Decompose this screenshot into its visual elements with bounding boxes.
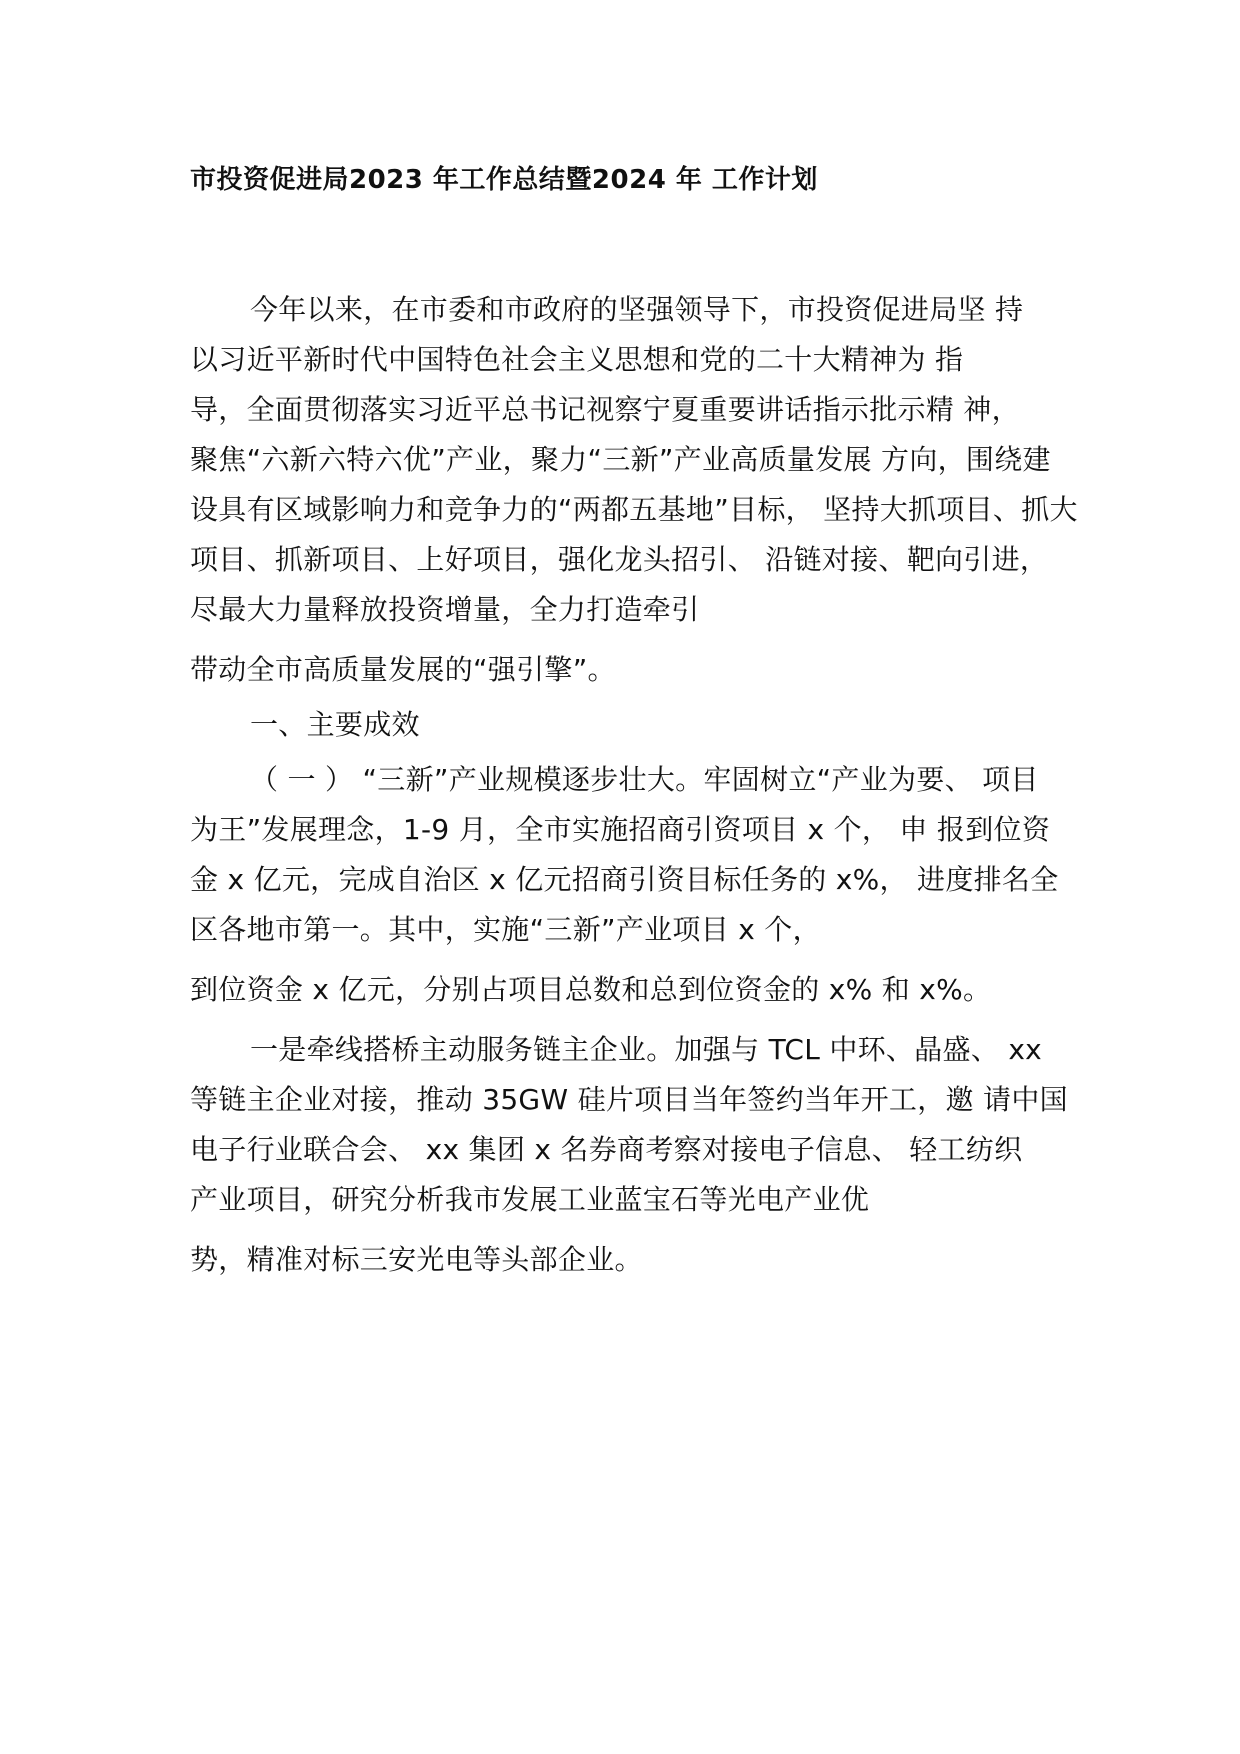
intro-line-4: 聚焦“六新六特六优”产业，聚力“三新”产业高质量发展 方向，围绕建: [190, 443, 1051, 476]
intro-line-2: 以习近平新时代中国特色社会主义思想和党的二十大精神为 指: [190, 343, 964, 376]
sub-line-1: （ 一 ） “三新”产业规模逐步壮大。牢固树立“产业为要、 项目: [250, 763, 1039, 796]
item-line-4: 产业项目，研究分析我市发展工业蓝宝石等光电产业优: [190, 1183, 870, 1216]
intro-line-7: 尽最大力量释放投资增量，全力打造牵引: [190, 593, 700, 626]
item-line-2: 等链主企业对接，推动 35GW 硅片项目当年签约当年开工，邀 请中国: [190, 1083, 1068, 1116]
sub-line-2: 为王”发展理念，1-9 月，全市实施招商引资项目 x 个， 申 报到位资: [190, 813, 1051, 846]
intro-line-3: 导，全面贯彻落实习近平总书记视察宁夏重要讲话指示批示精 神，: [190, 393, 1020, 426]
sub-line-3: 金 x 亿元，完成自治区 x 亿元招商引资目标任务的 x%， 进度排名全: [190, 863, 1059, 896]
intro-line-6: 项目、抓新项目、上好项目，强化龙头招引、 沿链对接、靶向引进，: [190, 543, 1049, 576]
item-line-5: 势，精准对标三安光电等头部企业。: [190, 1243, 643, 1276]
sub-line-4: 区各地市第一。其中，实施“三新”产业项目 x 个，: [190, 913, 821, 946]
item-line-1: 一是牵线搭桥主动服务链主企业。加强与 TCL 中环、晶盛、 xx: [250, 1033, 1043, 1066]
item-line-3: 电子行业联合会、 xx 集团 x 名券商考察对接电子信息、 轻工纺织: [190, 1133, 1023, 1166]
intro-line-8: 带动全市高质量发展的“强引擎”。: [190, 653, 616, 686]
section-heading: 一、主要成效: [250, 708, 420, 741]
intro-line-5: 设具有区域影响力和竞争力的“两都五基地”目标， 坚持大抓项目、抓大: [190, 493, 1078, 526]
intro-line-1: 今年以来，在市委和市政府的坚强领导下，市投资促进局坚 持: [250, 293, 1024, 326]
document-title: 市投资促进局2023 年工作总结暨2024 年 工作计划: [190, 165, 818, 195]
sub-line-5: 到位资金 x 亿元，分别占项目总数和总到位资金的 x% 和 x%。: [190, 973, 992, 1006]
